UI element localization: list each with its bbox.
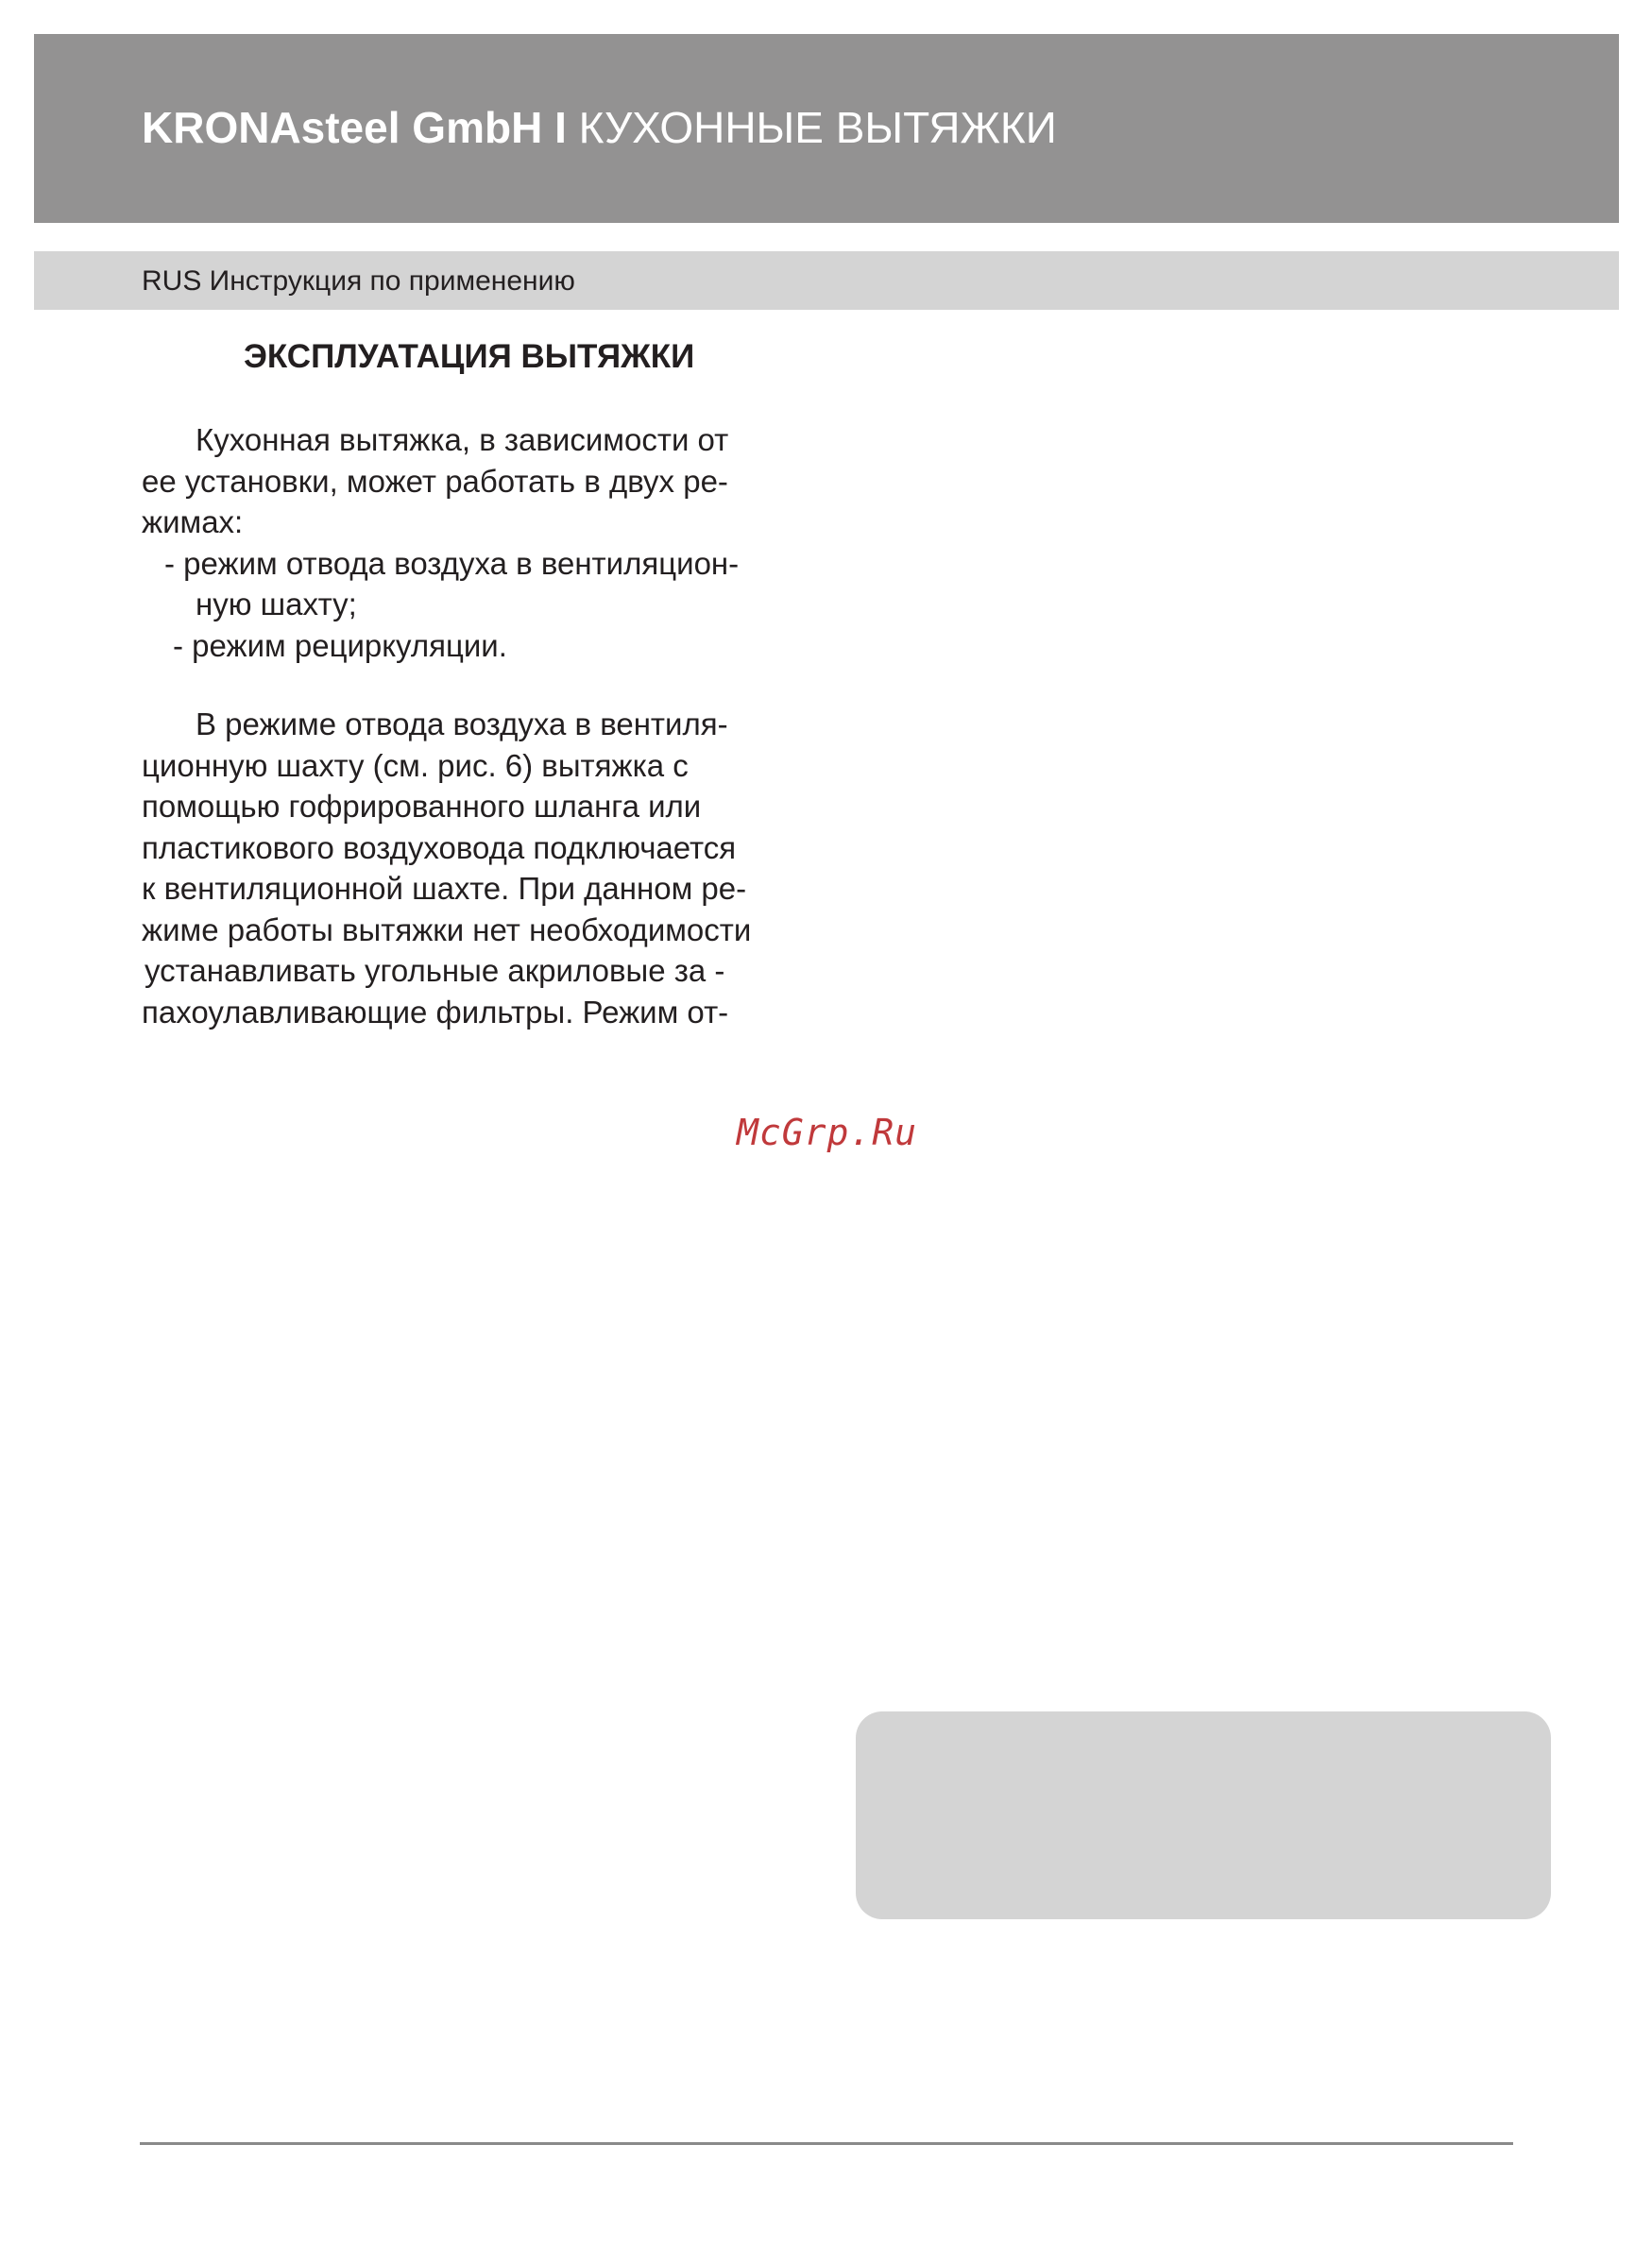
paragraph-modes bbox=[142, 419, 810, 666]
list-item: - режим рециркуляции. bbox=[173, 627, 507, 663]
product-category: КУХОННЫЕ ВЫТЯЖКИ bbox=[566, 103, 1057, 152]
text-line: ее установки, может работать в двух ре- bbox=[142, 463, 728, 499]
text-line: жиме работы вытяжки нет необходимости bbox=[142, 911, 752, 947]
brand-name: KRONAsteel GmbH I bbox=[142, 103, 567, 152]
text-line: Кухонная вытяжка, в зависимости от bbox=[196, 422, 729, 457]
text-line: к вентиляционной шахте. При данном ре- bbox=[142, 871, 747, 906]
footer-divider bbox=[140, 2142, 1513, 2145]
text-line: жимах: bbox=[142, 504, 244, 539]
text-line: устанавливать угольные акриловые за - bbox=[145, 953, 725, 988]
watermark: McGrp.Ru bbox=[737, 1112, 918, 1153]
text-line: пахоулавливающие фильтры. Режим от- bbox=[142, 994, 729, 1030]
page-header-title bbox=[142, 99, 1057, 156]
text-line: пластикового воздуховода подключается bbox=[142, 829, 737, 865]
text-line: В режиме отвода воздуха в вентиля- bbox=[196, 706, 728, 741]
section-heading: ЭКСПЛУАТАЦИЯ ВЫТЯЖКИ bbox=[244, 338, 695, 375]
text-line: ную шахту; bbox=[196, 587, 357, 621]
text-line: ционную шахту (см. рис. 6) вытяжка с bbox=[142, 747, 689, 783]
manual-subtitle: RUS Инструкция по применению bbox=[142, 265, 575, 297]
grey-panel bbox=[856, 1711, 1551, 1919]
paragraph-exhaust-mode bbox=[142, 704, 810, 1032]
list-item: - режим отвода воздуха в вентиляцион- bbox=[164, 545, 740, 581]
text-line: помощью гофрированного шланга или bbox=[142, 789, 702, 824]
